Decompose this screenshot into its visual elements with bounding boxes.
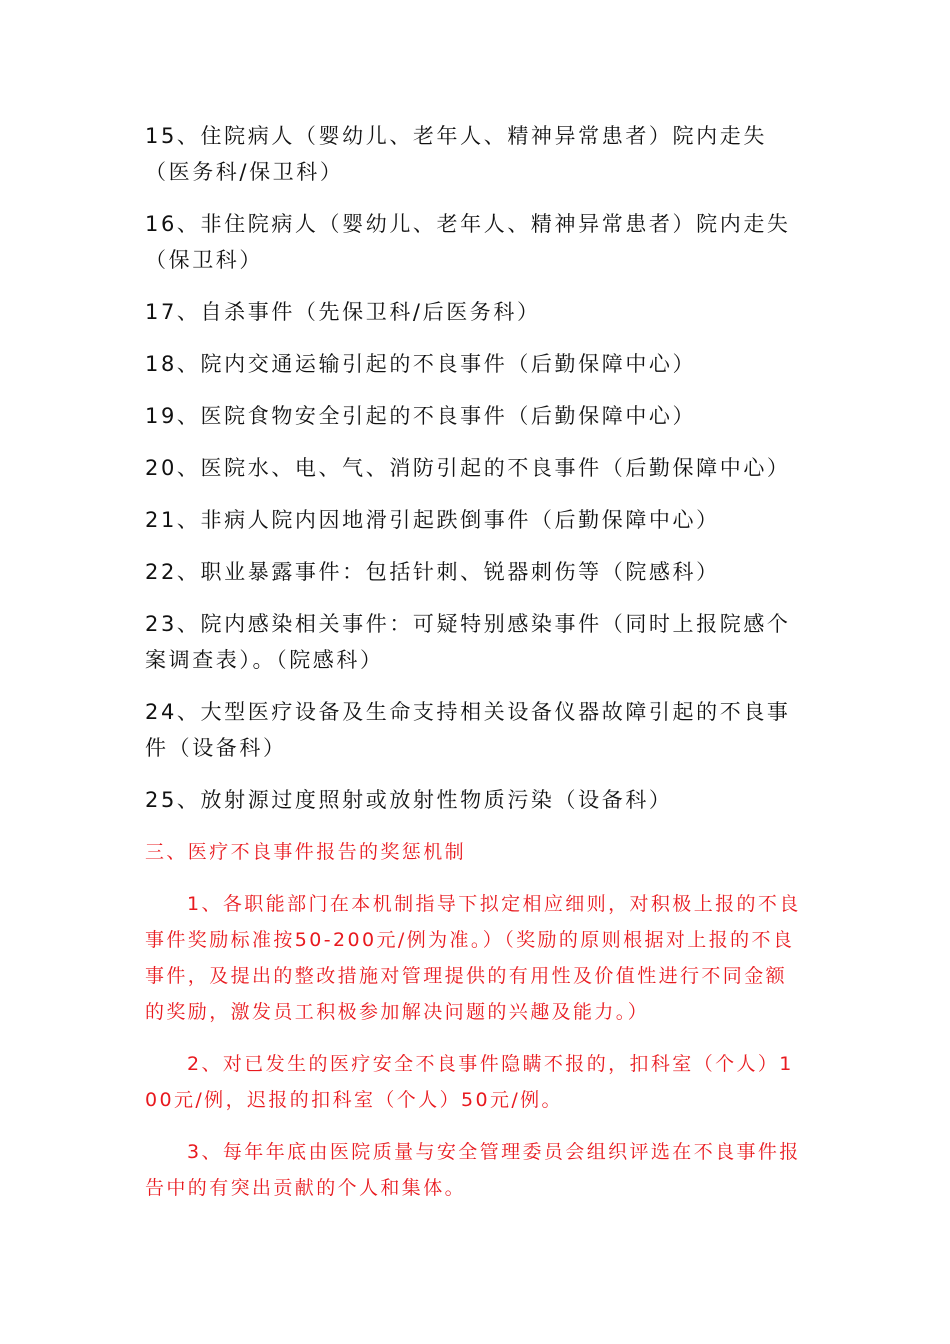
evaluation-paragraph-3: 3、每年年底由医院质量与安全管理委员会组织评选在不良事件报告中的有突出贡献的个人和集体。 xyxy=(145,1141,801,1199)
list-item-22: 22、职业暴露事件：包括针刺、锐器刺伤等（院感科） xyxy=(145,560,720,584)
list-item-15: 15、住院病人（婴幼儿、老年人、精神异常患者）院内走失（医务科/保卫科） xyxy=(145,124,767,184)
section-heading: 三、医疗不良事件报告的奖惩机制 xyxy=(145,841,467,863)
list-item-16: 16、非住院病人（婴幼儿、老年人、精神异常患者）院内走失（保卫科） xyxy=(145,212,791,272)
list-item-18: 18、院内交通运输引起的不良事件（后勤保障中心） xyxy=(145,352,697,376)
document-body xyxy=(145,118,807,1206)
penalty-paragraph-2: 2、对已发生的医疗安全不良事件隐瞒不报的，扣科室（个人）100元/例，迟报的扣科室（个人）50元/例。 xyxy=(145,1053,794,1111)
list-item-21: 21、非病人院内因地滑引起跌倒事件（后勤保障中心） xyxy=(145,508,720,532)
reward-paragraph-1: 1、各职能部门在本机制指导下拟定相应细则，对积极上报的不良事件奖励标准按50-200元/例为准。）（奖励的原则根据对上报的不良事件，及提出的整改措施对管理提供的有用性及价值性进行不同金额的奖励，激发员工积极参加解决问题的兴趣及能力。） xyxy=(145,893,801,1023)
list-item-19: 19、医院食物安全引起的不良事件（后勤保障中心） xyxy=(145,404,697,428)
list-item-24: 24、大型医疗设备及生命支持相关设备仪器故障引起的不良事件（设备科） xyxy=(145,700,791,760)
list-item-17: 17、自杀事件（先保卫科/后医务科） xyxy=(145,300,541,324)
list-item-23: 23、院内感染相关事件：可疑特别感染事件（同时上报院感个案调查表）。（院感科） xyxy=(145,612,791,672)
list-item-20: 20、医院水、电、气、消防引起的不良事件（后勤保障中心） xyxy=(145,456,791,480)
list-item-25: 25、放射源过度照射或放射性物质污染（设备科） xyxy=(145,788,673,812)
